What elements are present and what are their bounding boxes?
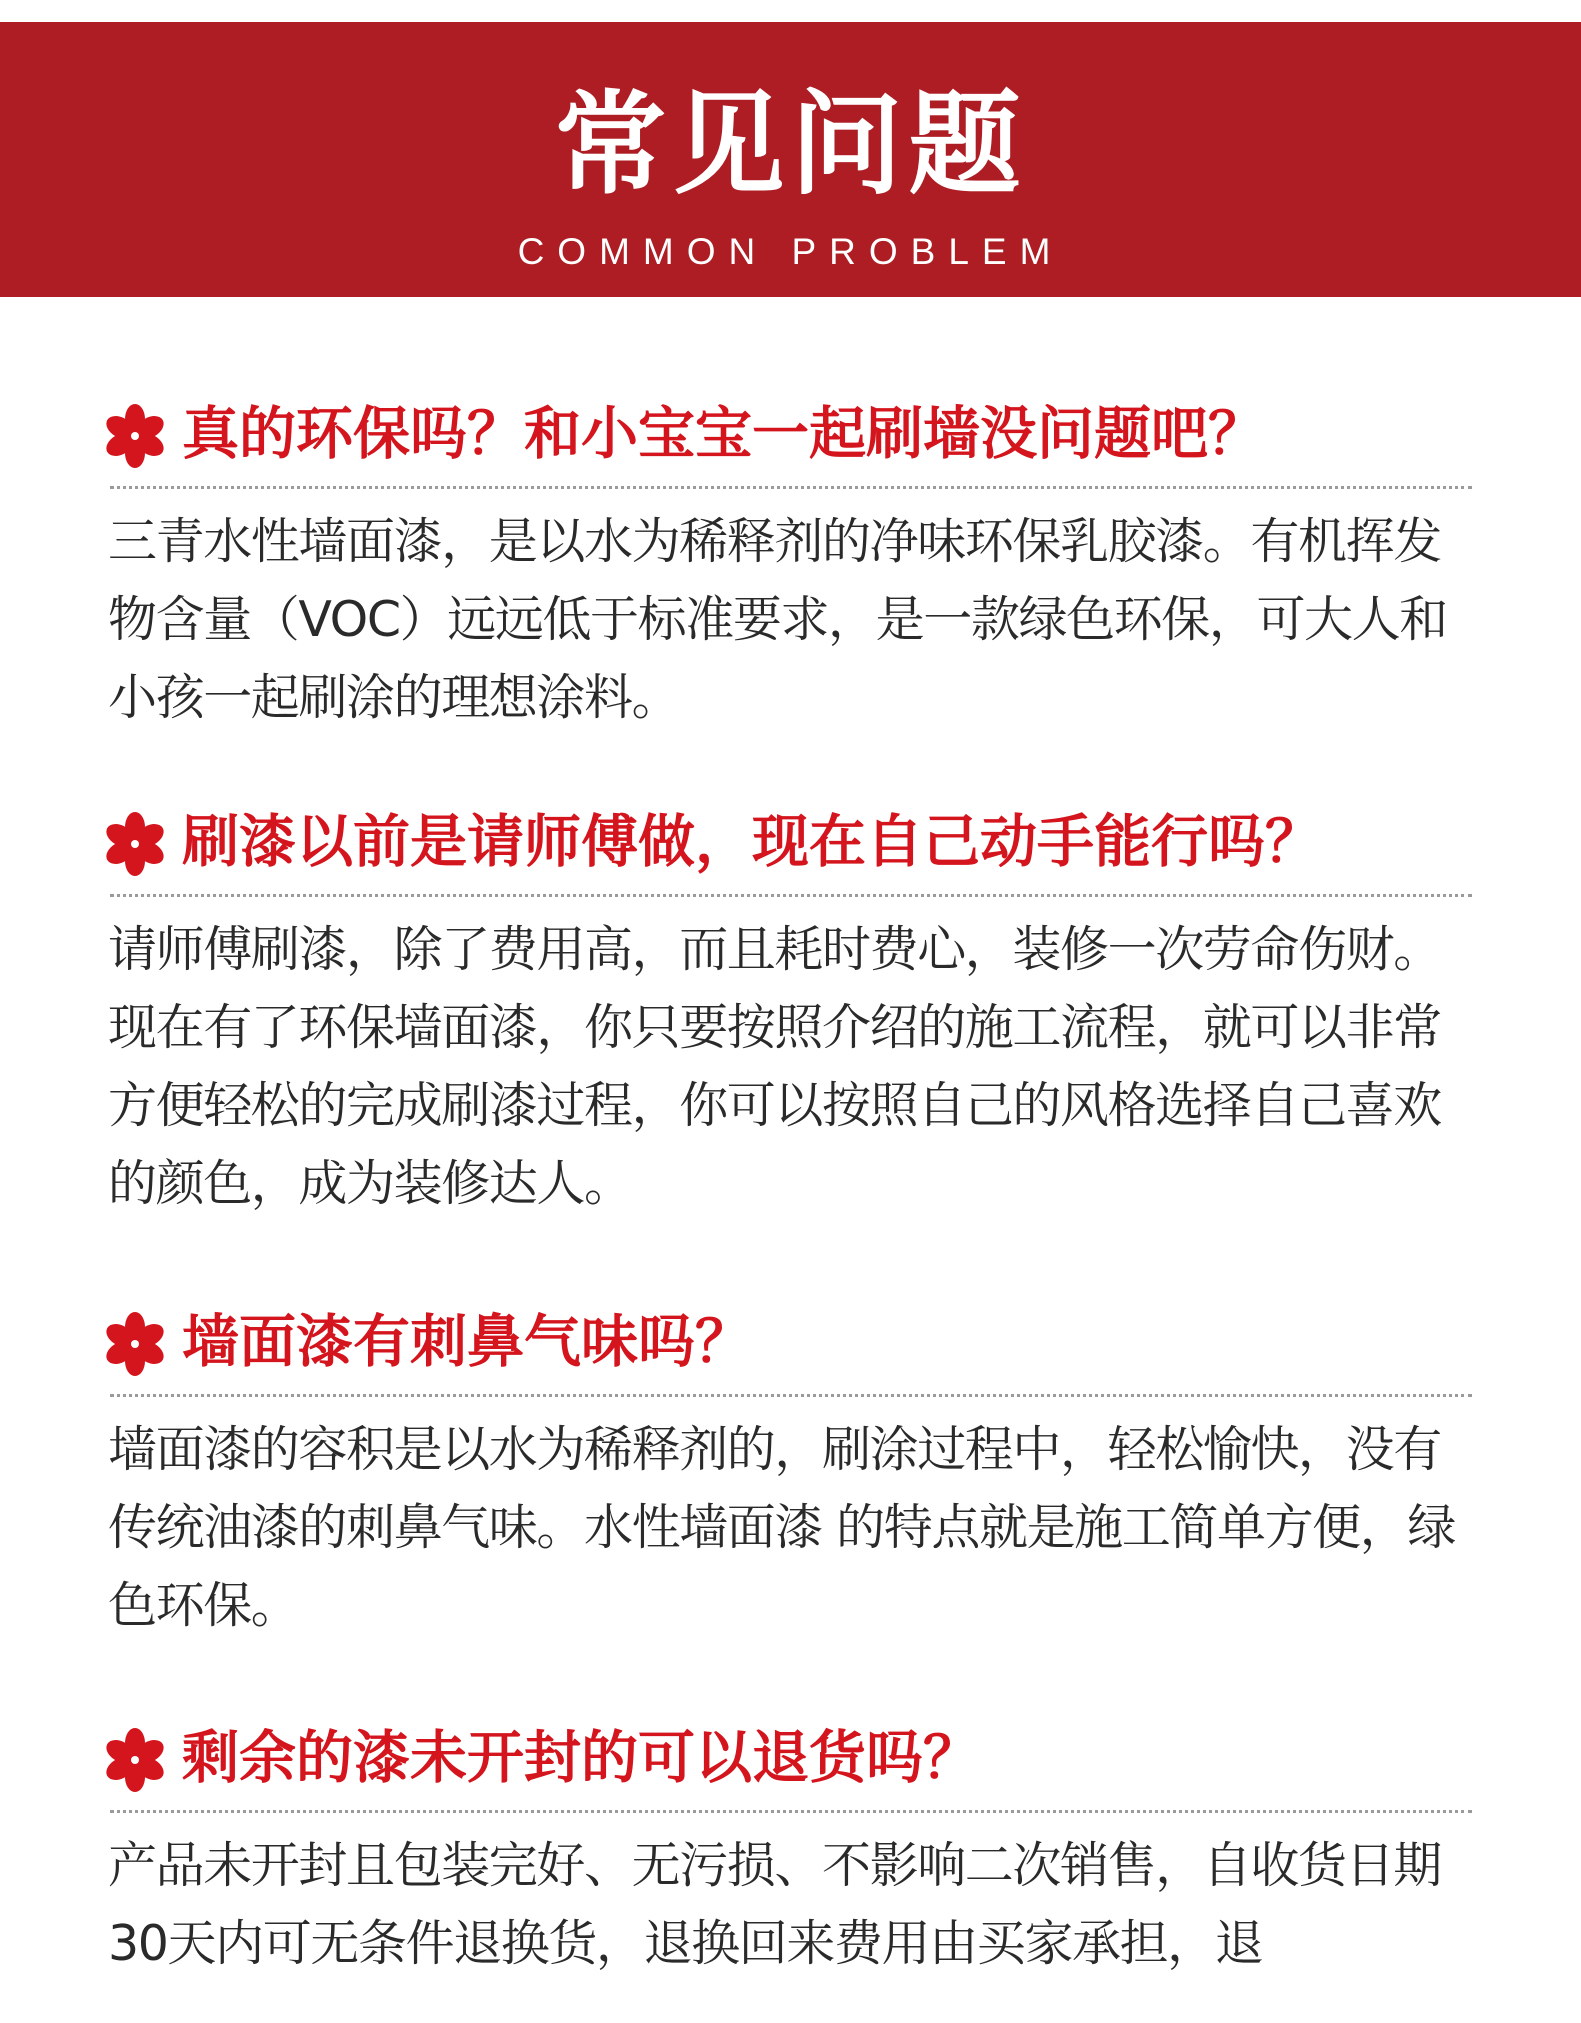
dotted-divider xyxy=(110,894,1472,897)
faq-item xyxy=(100,1720,1472,1983)
faq-answer: 请师傅刷漆，除了费用高，而且耗时费心，装修一次劳命伤财。现在有了环保墙面漆，你只要按照介绍的施工流程，就可以非常方便轻松的完成刷漆过程，你可以按照自己的风格选择自己喜欢的颜色，成为装修达人。 xyxy=(108,921,1441,1212)
faq-question: 真的环保吗？和小宝宝一起刷墙没问题吧？ xyxy=(182,401,1265,467)
faq-question: 刷漆以前是请师傅做，现在自己动手能行吗？ xyxy=(182,809,1322,875)
red-flower-icon xyxy=(100,404,170,468)
header-banner xyxy=(0,22,1581,297)
page-subtitle: COMMON PROBLEM xyxy=(517,231,1064,272)
faq-item xyxy=(100,804,1472,1223)
faq-item xyxy=(100,396,1472,737)
dotted-divider xyxy=(110,1394,1472,1397)
faq-question: 剩余的漆未开封的可以退货吗？ xyxy=(182,1725,980,1791)
faq-answer: 三青水性墙面漆，是以水为稀释剂的净味环保乳胶漆。有机挥发物含量（VOC）远远低于标准要求，是一款绿色环保，可大人和小孩一起刷涂的理想涂料。 xyxy=(108,513,1447,726)
page-title: 常见问题 xyxy=(554,80,1027,210)
red-flower-icon xyxy=(100,1728,170,1792)
faq-item xyxy=(100,1304,1472,1645)
faq-question-row xyxy=(100,396,1472,472)
faq-question-row xyxy=(100,804,1472,880)
dotted-divider xyxy=(110,1810,1472,1813)
faq-question-row xyxy=(100,1720,1472,1796)
faq-question-row xyxy=(100,1304,1472,1380)
faq-question: 墙面漆有刺鼻气味吗？ xyxy=(182,1309,752,1375)
dotted-divider xyxy=(110,486,1472,489)
faq-answer: 产品未开封且包装完好、无污损、不影响二次销售，自收货日期30天内可无条件退换货，退换回来费用由买家承担，退 xyxy=(108,1837,1441,1972)
faq-answer: 墙面漆的容积是以水为稀释剂的，刷涂过程中，轻松愉快，没有传统油漆的刺鼻气味。水性墙面漆 的特点就是施工简单方便，绿色环保。 xyxy=(108,1421,1455,1634)
red-flower-icon xyxy=(100,1312,170,1376)
red-flower-icon xyxy=(100,812,170,876)
